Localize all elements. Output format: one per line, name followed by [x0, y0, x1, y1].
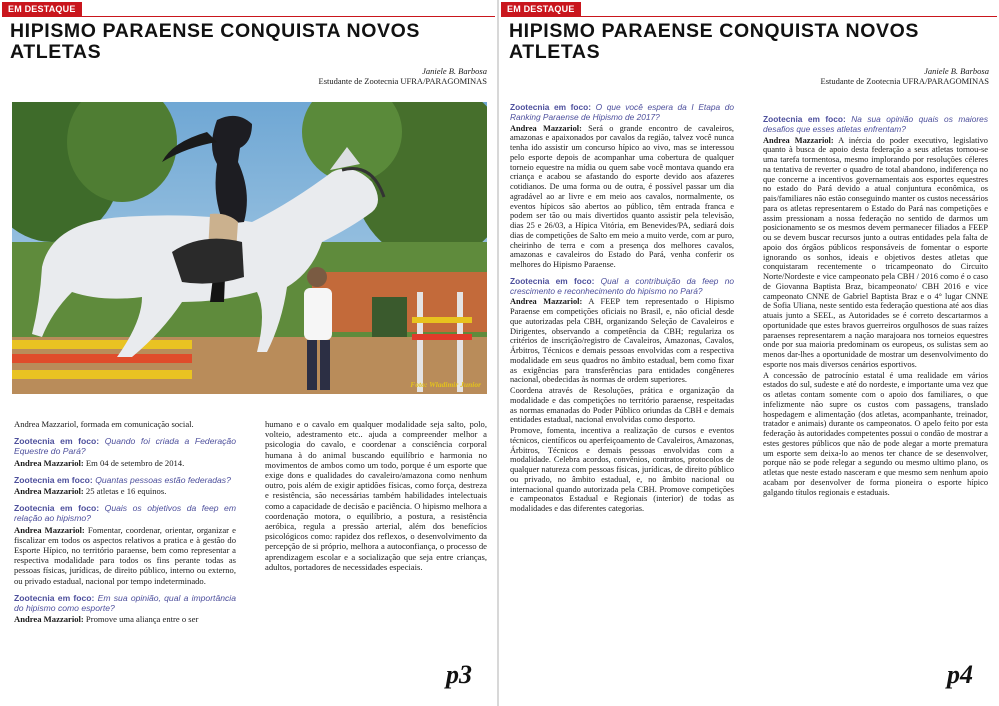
p4-question-1: Zootecnia em foco: O que você espera da I Etapa do Ranking Paraense de Hipismo de 2017? [510, 102, 734, 122]
rider-horse-illustration [12, 102, 487, 394]
section-tag: EM DESTAQUE [501, 2, 581, 17]
photo-credit: Foto: Wladimir Junior [410, 380, 481, 389]
author-role: Estudante de Zootecnia UFRA/PARAGOMINAS [318, 76, 487, 86]
page-number-3: p3 [446, 660, 472, 689]
intro-line: Andrea Mazzariol, formada em comunicação social. [14, 419, 194, 429]
section-rule [2, 16, 495, 17]
section-tag: EM DESTAQUE [2, 2, 82, 17]
author-name: Janiele B. Barbosa [924, 66, 989, 76]
answer-1: Andrea Mazzariol: Em 04 de setembro de 2014. [14, 457, 185, 468]
section-rule [501, 16, 997, 17]
question-1: Zootecnia em foco: Quando foi criada a Federação Equestre do Pará? [14, 436, 236, 457]
answer-2: Andrea Mazzariol: 25 atletas e 16 equinos. [14, 486, 167, 497]
p3-left-column [14, 419, 236, 625]
p4-answer-1: Andrea Mazzariol: Será o grande encontro de cavaleiros, amazonas e apaixonados por cavalos da região, talvez você nunca tenha ido assistir um concurso hípico ao vivo, mas se interessou pelo esporte depois de acompanhar uma cobertura de qualquer torneio equestre na mídia ou quem sabe você montava quando era criança e acabou se afastando do esporte devido aos afazeres cotidianos. De uma forma ou de outra, é possível passar um dia agradável ao ar livre e em meio aos cavalos, normalmente, os eventos hípicos são abertos ao público, têm entrada franca e podem ser tão ou mais divertidos quanto assistir pela televisão, dias 25 e 26/03, a Hípica Vitória, em Benevides/PA, sediará dois dias de competições de Salto em meio a muito verde, com ar puro, cheirinho de terra e com a presença dos melhores cavalos, amazonas e cavaleiros do Estado do Pará, venha conferir os melhores do Hipismo Paraense. [510, 123, 734, 269]
equestrian-photo [12, 102, 487, 394]
question-3: Zootecnia em foco: Quais os objetivos da feep em relação ao hipismo? [14, 503, 236, 524]
page-4 [499, 0, 999, 706]
p4-question-2: Zootecnia em foco: Qual a contribuição da feep no crescimento e reconhecimento do hipismo no Pará? [510, 275, 734, 296]
question-4: Zootecnia em foco: Em sua opinião, qual a importância do hipismo como esporte? [14, 592, 236, 614]
p4-paragraph-concessao: A concessão de patrocínio estatal é uma realidade em vários estados do sul, sudeste e até do nordeste, e importante uma vez que os atletas contam somente com o apoio dos familiares, o que infelizmente não supre os custos com passagens, translado hospedagem e alimentação (dos atletas, acompanhante, treinador, tratador e animais) durante os campeonatos. O apelo feito por esta federação às autoridades competentes possui o condão de mostrar a estes gestores públicos que não de pode alegar a morte prematura um esporte sem deixa-lo ao menos ter chance de se desenvolver, porque não se pode relegar a segundo ou mesmo ultimo plano, os atletas que neste estado nasceram e que mesmo sem nenhum apoio acabam por desenvolver de forma pioneira o esporte hípico galgando títulos regionais e estaduais. [763, 370, 988, 497]
page-number-4: p4 [947, 660, 973, 689]
author-name: Janiele B. Barbosa [422, 66, 487, 76]
headline: HIPISMO PARAENSE CONQUISTA NOVOS ATLETAS [10, 20, 420, 63]
p4-right-column [763, 108, 988, 498]
page-3 [0, 0, 497, 706]
p3-right-column [265, 419, 487, 573]
p4-paragraph-coordena: Coordena através de Resoluções, prática e organização da modalidade e das competições no território paraense, respeitadas as normas emanadas do Poder Público oriundas da CBH e demais entidades estadual, nacional envolvidas como desporto. [510, 386, 734, 425]
answer-4: Andrea Mazzariol: Promove uma aliança entre o ser [14, 614, 199, 625]
answer-3: Andrea Mazzariol: Fomentar, coordenar, orientar, organizar e fiscalizar em todos os aspectos relativos a pratica e à gestão do Esporte Hípico, no território paraense, bem como representar a respectiva modalidade para todos os fins perante todas as pessoas físicas, jurídicas, de direito público, interno ou externo, ou privado estadual, nacional por tempo indeterminado. [14, 524, 236, 586]
p4-left-column [510, 96, 734, 515]
answer-4-continued: humano e o cavalo em qualquer modalidade seja salto, polo, volteio, adestramento etc.. ajuda a compreender melhor a psicologia do cavalo, e coordenar a consciência corporal humana à do animal buscando equilíbrio e harmonia no movimentos de ambos como um todo, porque é um esporte que exige dons e qualidades do cavaleiro/amazona como nenhum outro, pois além de exigir aptidões físicas, como força, destreza e resistência, são necessárias também habilidades intelectuais como a capacidade de decisão e paciência. O hipismo melhora a coordenação motora, o equilíbrio, a postura, a resistência aeróbica, regula a pressão arterial, além dos benefícios psicológicos como: rapidez dos reflexos, o desenvolvimento da percepção de si próprio, melhora a autoconfiança, o processo de aprendizagem escolar e a socialização que seja entre crianças, adultos, portadores de necessidades especiais. [265, 419, 487, 572]
p4-answer-2: Andrea Mazzariol: A FEEP tem representado o Hipismo Paraense em competições oficiais no Brasil, e, não oficial desde que autorizadas pela CBH, organizando Seleção de Cavaleiros e Dirigentes, observando a competência da CBH; regulariza os critérios de inscrição/registro de Cavaleiros, Amazonas, Cavalos, Árbitros, Técnicos e demais pessoas envolvidas com a respectiva modalidade em seus quadros no âmbito estadual, bem como fixar as exigências para transferências para entidades congêneres nacional, obedecidas às normas de ordem superiores. [510, 297, 734, 385]
author-block [319, 66, 488, 86]
p4-paragraph-promove: Promove, fomenta, incentiva a realização de cursos e eventos técnicos, científicos ou aperfeiçoamento de Cavaleiros, Amazonas, Árbitros, Técnicos e demais pessoas envolvidas com a modalidade. Celebra acordos, convênios, contratos, protocolos de qualquer natureza com pessoas físicas, jurídicas, de direito público ou privado, no âmbito estadual, e, no âmbito nacional ou internacional quando autorizada pela CBH. Promove competições e campeonatos Estadual e Regionais (interior) de todas as modalidades e das diferentes categorias. [510, 426, 734, 513]
author-role: Estudante de Zootecnia UFRA/PARAGOMINAS [820, 76, 989, 86]
author-block [821, 66, 990, 86]
headline: HIPISMO PARAENSE CONQUISTA NOVOS ATLETAS [509, 20, 919, 63]
p4-question-3: Zootecnia em foco: Na sua opinião quais os maiores desafios que esses atletas enfrentam? [763, 114, 988, 134]
p4-answer-3: Andrea Mazzariol: A inércia do poder executivo, legislativo quanto à busca de apoio desta federação a seus atletas tornou-se uma tarefa tormentosa, mesmo implorando por resoluções céleres na tentativa de reverter o quadro de total abandono, indiferença no que concerne a incentivos governamentais aos esportes equestres no estado do Pará devido a atual conjuntura econômica, os pais/familiares não estão conseguindo manter os custos necessários para os atletas representarem o Estado do Pará nas competições e assim pressionam a nossa federação no sentido de darmos um posicionamento se os mesmos devem permanecer filiados a FEEP ou se devem buscar recursos junto a outras entidades pela falta de apoio dos órgãos públicos responsáveis de fomentar o esporte ignorando os sonhos, ideais e objetivos destes atletas que conquistaram recentemente o tricampeonato do Circuito Norte/Nordeste e vice campeonato pela CBH / 2016 como é o caso de Giovanna Baptista Braz, bicampeonato/ CBH 2016 e vice campeonato CNNE de Gabriel Baptista Braz e o 4° lugar CNNE de Sofia Uliana, neste sentido esta federação questiona até aos dias atuais junto a SEEL, as Autoridades se é correto descartarmos a oportunidade que estes bravos guerreiros orgulhosos de suas raízes paraenses representarem a nação marajoara nos torneios equestres onde por sua maioria predominam os europeus, os sulistas sem ao menos dar-lhes a oportunidade de mostrar um desenvolvimento do esporte nos mais diversos cenários esportivos. [763, 135, 988, 369]
question-2: Zootecnia em foco: Quantas pessoas estão federadas? [14, 474, 231, 485]
